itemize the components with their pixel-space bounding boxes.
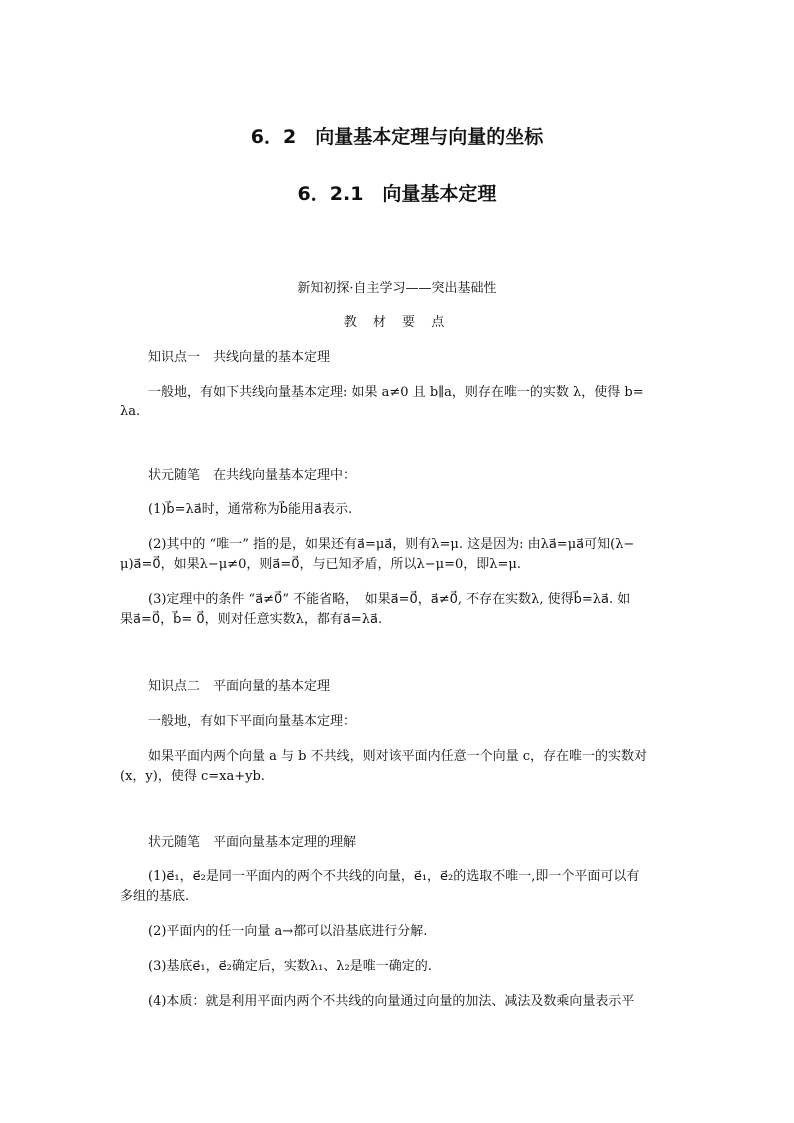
kp1-note-1: (1)b⃗=λa⃗时，通常称为b⃗能用a⃗表示.: [148, 502, 353, 517]
page-subtitle: 6．2.1 向量基本定理: [297, 183, 497, 205]
page-title: 6．2 向量基本定理与向量的坐标: [250, 126, 544, 148]
kp2-note-2: (2)平面内的任一向量 a→都可以沿基底进行分解.: [148, 924, 428, 939]
kp1-body-line1: 一般地，有如下共线向量基本定理: 如果 a≠0 且 b∥a，则存在唯一的实数 λ，使得 b=: [148, 385, 644, 400]
section-banner: 新知初探·自主学习——突出基础性: [297, 281, 497, 296]
kp2-intro: 一般地，有如下平面向量基本定理：: [148, 714, 357, 729]
kp2-body-line1: 如果平面内两个向量 a 与 b 不共线，则对该平面内任意一个向量 c，存在唯一的实数对: [148, 749, 648, 764]
kp2-note-1-line2: 多组的基底.: [120, 889, 190, 904]
kp1-note-3-line1: (3)定理中的条件 “a⃗≠0⃗” 不能省略， 如果a⃗=0⃗，a⃗≠0⃗, 不存在实数λ, 使得b⃗=λa⃗. 如: [148, 592, 631, 607]
section-label: 教 材 要 点: [343, 315, 451, 330]
kp1-body-line2: λa.: [120, 404, 141, 419]
kp2-body-line2: (x，y)，使得 c=xa+yb.: [120, 769, 265, 784]
kp1-heading: 知识点一 共线向量的基本定理: [148, 350, 331, 365]
kp1-note-2-line2: μ)a⃗=0⃗，如果λ−μ≠0，则a⃗=0⃗，与已知矛盾，所以λ−μ=0，即λ=μ.: [120, 557, 521, 572]
kp2-note-4: (4)本质：就是利用平面内两个不共线的向量通过向量的加法、减法及数乘向量表示平: [148, 994, 635, 1009]
kp1-note-heading: 状元随笔 在共线向量基本定理中：: [148, 468, 357, 483]
kp2-heading: 知识点二 平面向量的基本定理: [148, 679, 331, 694]
kp1-note-2-line1: (2)其中的 “唯一” 指的是，如果还有a⃗=μa⃗，则有λ=μ. 这是因为: 由λa⃗=μa⃗可知(λ−: [148, 537, 635, 552]
kp2-note-1-line1: (1)e⃗₁，e⃗₂是同一平面内的两个不共线的向量，e⃗₁，e⃗₂的选取不唯一,即一个平面可以有: [148, 869, 640, 884]
kp2-note-3: (3)基底e⃗₁，e⃗₂确定后，实数λ₁、λ₂是唯一确定的.: [148, 959, 432, 974]
kp2-note-heading: 状元随笔 平面向量基本定理的理解: [148, 835, 357, 850]
kp1-note-3-line2: 果a⃗=0⃗，b⃗= 0⃗，则对任意实数λ，都有a⃗=λa⃗.: [120, 612, 383, 627]
